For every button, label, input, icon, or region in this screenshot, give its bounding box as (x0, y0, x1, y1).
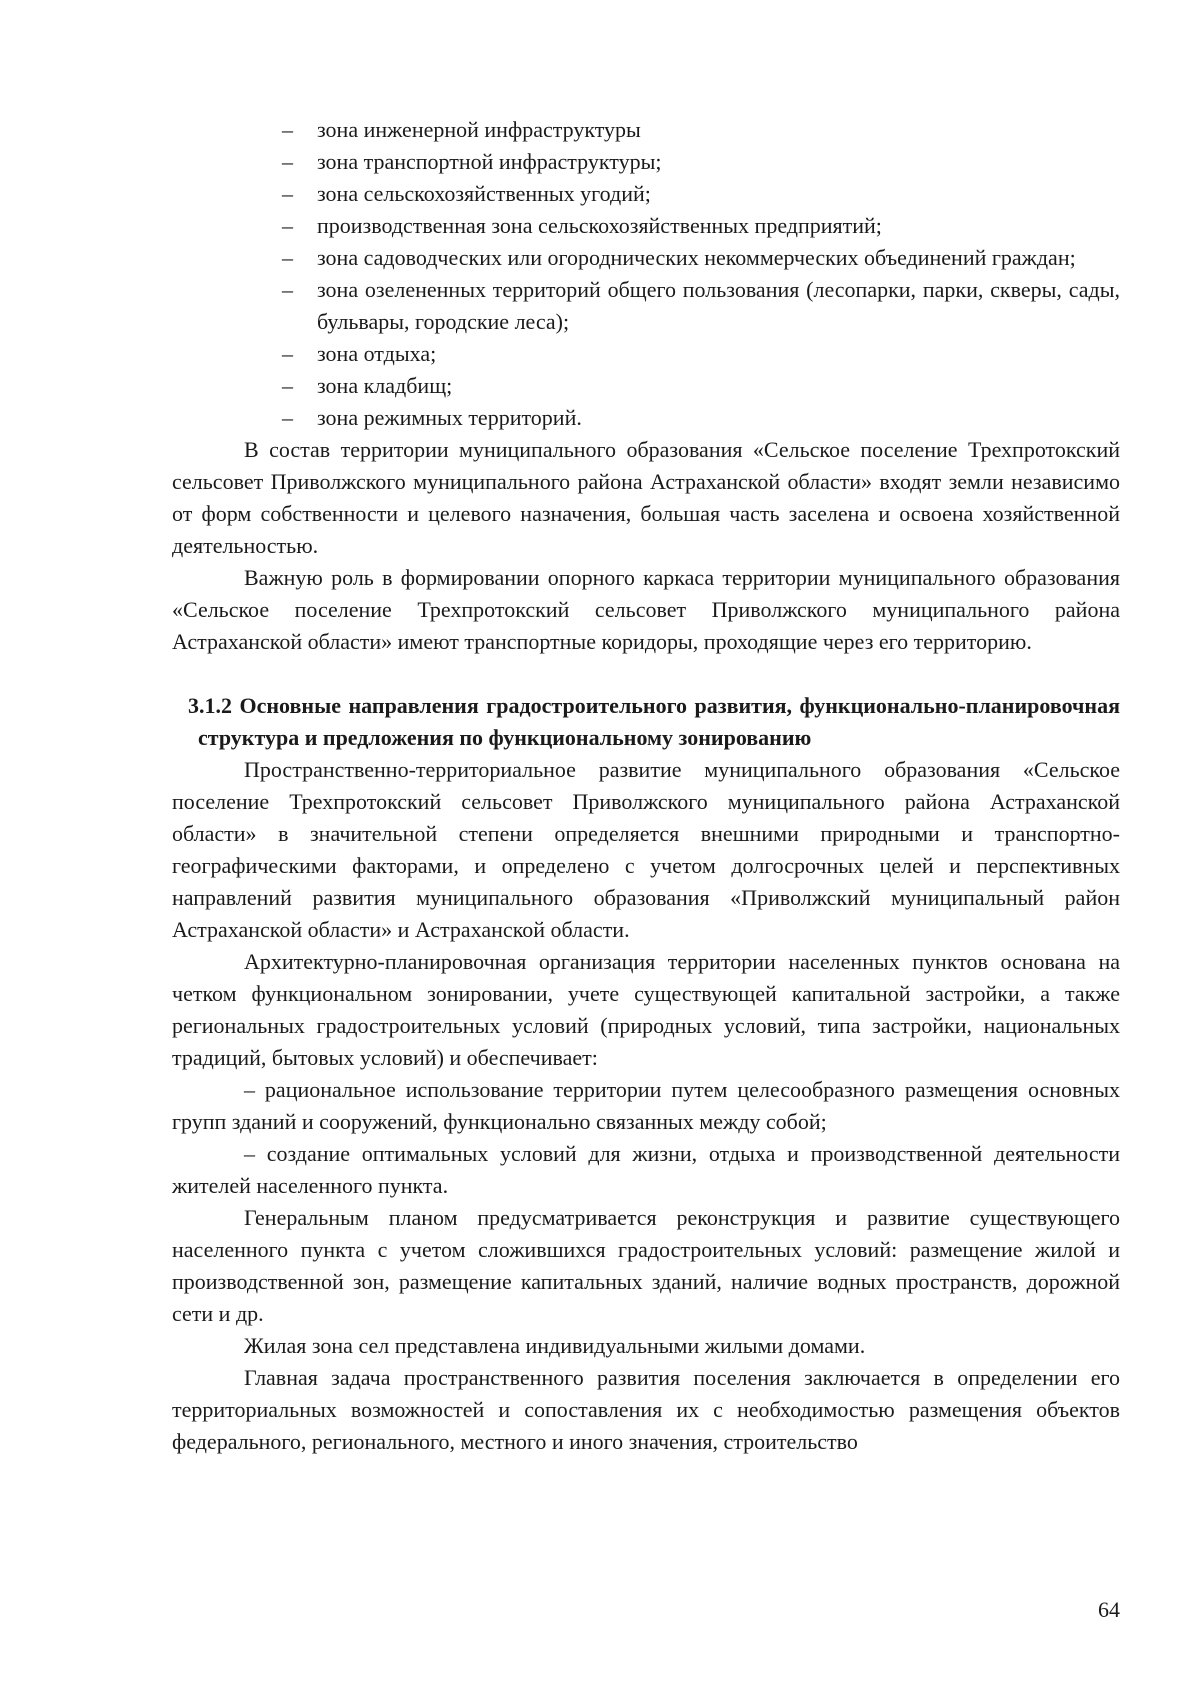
list-item (172, 370, 1120, 402)
list-item-text: зона кладбищ; (317, 373, 453, 398)
paragraph-transport-corridors: Важную роль в формировании опорного каркаса территории муниципального образования «Сельское поселение Трехпротокский сельсовет Приволжского муниципального района Астраханской области» имеют транспортные коридоры, проходящие через его территорию. (172, 565, 1120, 654)
list-dash: – (282, 213, 293, 238)
list-item (172, 178, 1120, 210)
list-dash: – (282, 181, 293, 206)
list-item-text: зона инженерной инфраструктуры (317, 117, 641, 142)
list-item-text: зона садоводческих или огороднических некоммерческих объединений граждан; (317, 245, 1076, 270)
paragraph-optimal-conditions: – создание оптимальных условий для жизни, отдыха и производственной деятельности жителей населенного пункта. (172, 1141, 1120, 1198)
paragraph-main-task: Главная задача пространственного развития поселения заключается в определении его территориальных возможностей и сопоставления их с необходимостью размещения объектов федерального, регионального, местного и иного значения, строительство (172, 1365, 1120, 1454)
paragraph-residential-zone: Жилая зона сел представлена индивидуальными жилыми домами. (244, 1333, 866, 1358)
list-item (172, 114, 1120, 146)
list-item-text: зона транспортной инфраструктуры; (317, 149, 662, 174)
list-item-text: зона режимных территорий. (317, 405, 582, 430)
list-item-text: зона сельскохозяйственных угодий; (317, 181, 651, 206)
list-item (172, 242, 1120, 274)
paragraph-planning-organization: Архитектурно-планировочная организация территории населенных пунктов основана на четком функциональном зонировании, учете существующей капитальной застройки, а также региональных градостроительных условий (природных условий, типа застройки, национальных традиций, бытовых условий) и обеспечивает: (172, 949, 1120, 1070)
paragraph-rational-use: – рациональное использование территории путем целесообразного размещения основных групп зданий и сооружений, функционально связанных между собой; (172, 1077, 1120, 1134)
list-item (172, 402, 1120, 434)
page-number: 64 (1098, 1597, 1120, 1622)
paragraph-general-plan: Генеральным планом предусматривается реконструкция и развитие существующего населенного пункта с учетом сложившихся градостроительных условий: размещение жилой и производственной зон, размещение капитальных зданий, наличие водных пространств, дорожной сети и др. (172, 1205, 1120, 1326)
list-dash: – (282, 245, 293, 270)
paragraph-spatial-development: Пространственно-территориальное развитие муниципального образования «Сельское поселение Трехпротокский сельсовет Приволжского муниципального района Астраханской области» в значительной степени определяется внешними природными и транспортно-географическими факторами, и определено с учетом долгосрочных целей и перспективных направлений развития муниципального образования «Приволжский муниципальный район Астраханской области» и Астраханской области. (172, 757, 1120, 942)
list-item (172, 210, 1120, 242)
list-item (172, 274, 1120, 338)
paragraph-territory-composition: В состав территории муниципального образования «Сельское поселение Трехпротокский сельсовет Приволжского муниципального района Астраханской области» входят земли независимо от форм собственности и целевого назначения, большая часть заселена и освоена хозяйственной деятельностью. (172, 437, 1120, 558)
list-item-text: зона озелененных территорий общего пользования (лесопарки, парки, скверы, сады, бульвары, городские леса); (317, 277, 1120, 334)
list-dash: – (282, 277, 293, 302)
zones-list (172, 114, 1120, 434)
list-dash: – (282, 373, 293, 398)
list-dash: – (282, 149, 293, 174)
list-item (172, 338, 1120, 370)
list-item-text: производственная зона сельскохозяйственных предприятий; (317, 213, 882, 238)
list-item-text: зона отдыха; (317, 341, 437, 366)
page-content (172, 114, 1120, 1458)
section-heading: 3.1.2 Основные направления градостроительного развития, функционально-планировочная структура и предложения по функциональному зонированию (188, 693, 1120, 750)
list-dash: – (282, 341, 293, 366)
list-dash: – (282, 117, 293, 142)
list-item (172, 146, 1120, 178)
list-dash: – (282, 405, 293, 430)
